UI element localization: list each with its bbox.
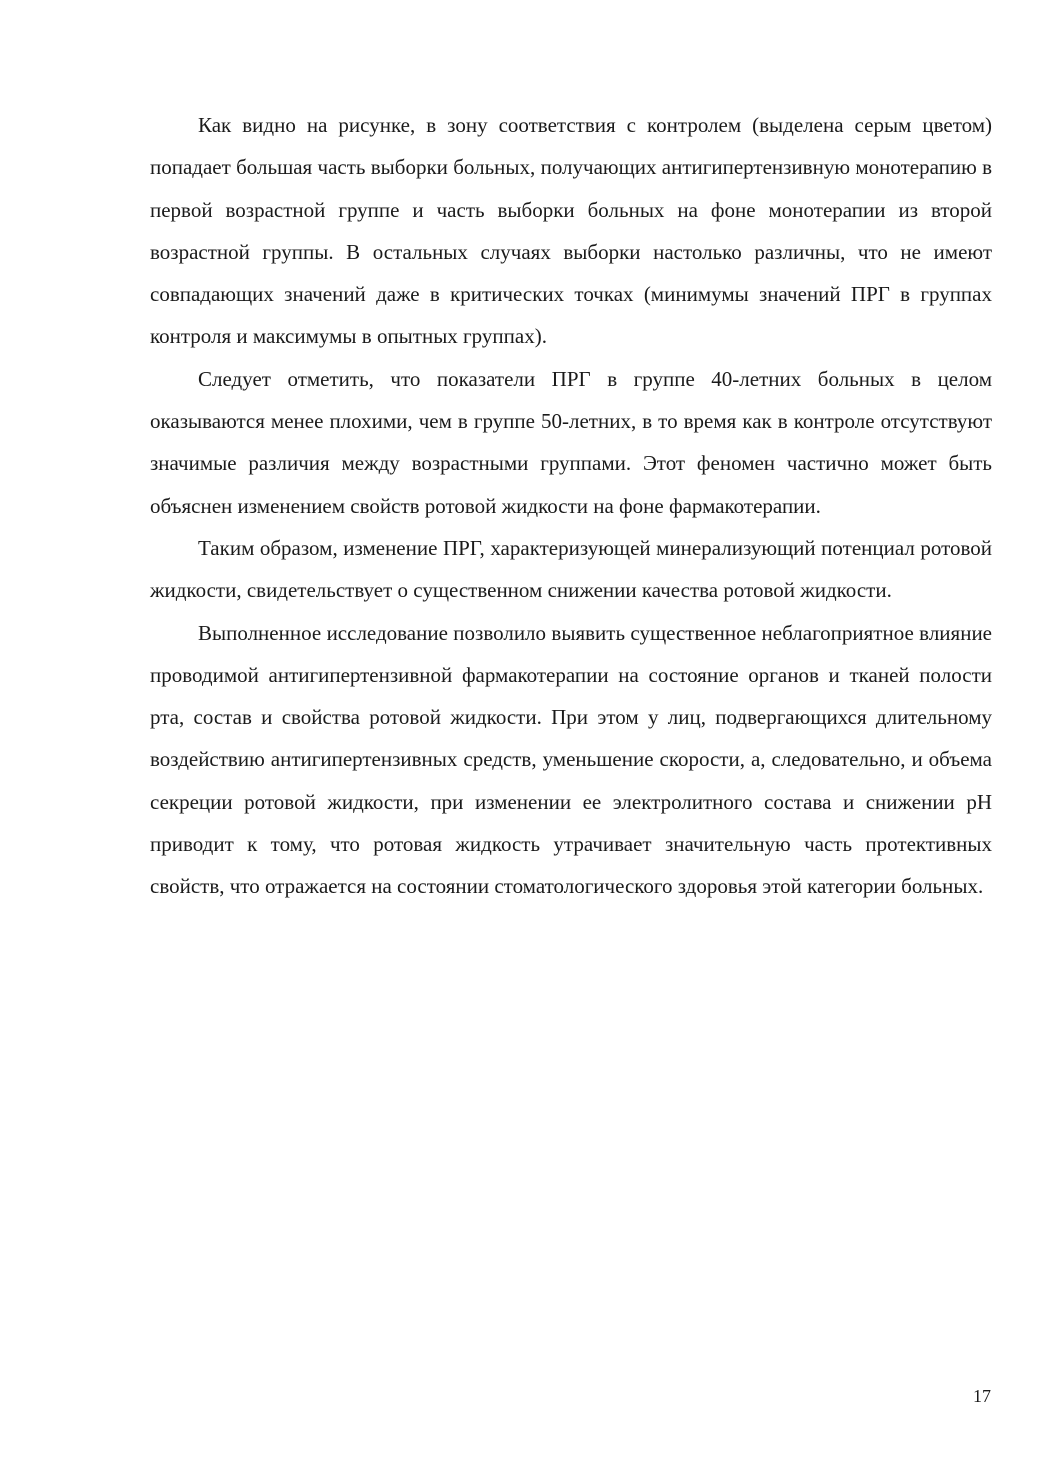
body-text <box>150 104 992 908</box>
paragraph-3: Таким образом, изменение ПРГ, характеризующей минерализующий потенциал ротовой жидкости, свидетельствует о существенном снижении качества ротовой жидкости. <box>150 535 992 603</box>
paragraph-4: Выполненное исследование позволило выявить существенное неблагоприятное влияние проводимой антигипертензивной фармакотерапии на состояние органов и тканей полости рта, состав и свойства ротовой жидкости. При этом у лиц, подвергающихся длительному воздействию антигипертензивных средств, уменьшение скорости, а, следовательно, и объема секреции ротовой жидкости, при изменении ее электролитного состава и снижении pH приводит к тому, что ротовая жидкость утрачивает значительную часть протективных свойств, что отражается на состоянии стоматологического здоровья этой категории больных. <box>150 620 992 899</box>
paragraph-2: Следует отметить, что показатели ПРГ в группе 40-летних больных в целом оказываются менее плохими, чем в группе 50-летних, в то время как в контроле отсутствуют значимые различия между возрастными группами. Этот феномен частично может быть объяснен изменением свойств ротовой жидкости на фоне фармакотерапии. <box>150 366 992 518</box>
paragraph-1: Как видно на рисунке, в зону соответствия с контролем (выделена серым цветом) попадает большая часть выборки больных, получающих антигипертензивную монотерапию в первой возрастной группе и часть выборки больных на фоне монотерапии из второй возрастной группы. В остальных случаях выборки настолько различны, что не имеют совпадающих значений даже в критических точках (минимумы значений ПРГ в группах контроля и максимумы в опытных группах). <box>150 113 992 349</box>
page-number: 17 <box>973 1386 991 1406</box>
